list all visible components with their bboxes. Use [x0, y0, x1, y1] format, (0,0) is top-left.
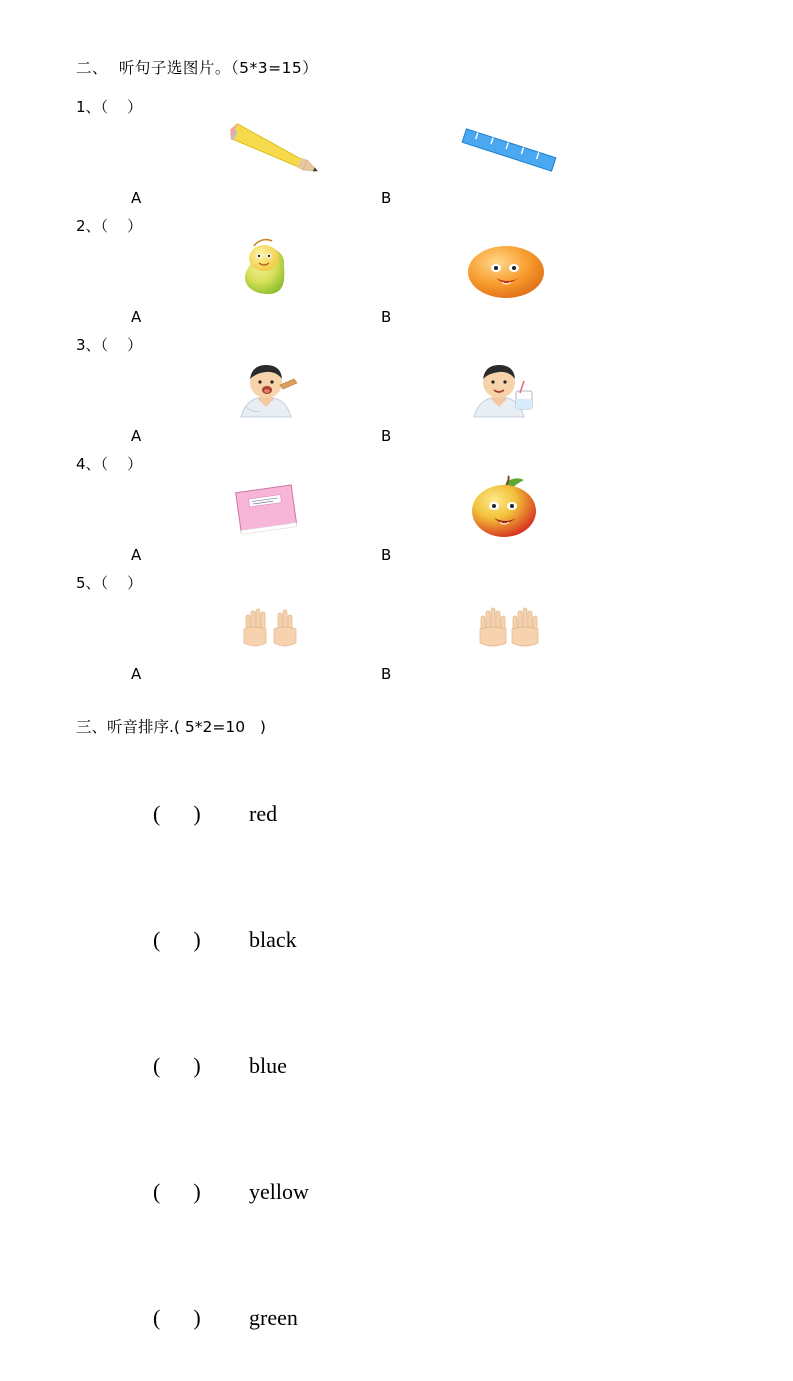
- word-label: green: [249, 1305, 298, 1330]
- answer-blank[interactable]: ( ): [153, 801, 201, 826]
- boy-eating-icon: [206, 355, 336, 421]
- option-b-label: B: [381, 308, 392, 326]
- word-label: yellow: [249, 1179, 309, 1204]
- answer-blank[interactable]: ( ): [153, 927, 201, 952]
- list-item: [120, 1255, 717, 1381]
- question-4-labels: [76, 546, 717, 570]
- word-order-list: [76, 751, 717, 1381]
- question-5-images: [76, 593, 717, 665]
- list-item: [120, 1129, 717, 1255]
- question-1-images: [76, 117, 717, 189]
- question-5-labels: [76, 665, 717, 689]
- list-item: [120, 1003, 717, 1129]
- word-label: black: [249, 927, 297, 952]
- question-4-number: 4、（ ）: [76, 455, 143, 473]
- word-label: blue: [249, 1053, 287, 1078]
- question-3-labels: [76, 427, 717, 451]
- word-label: red: [249, 801, 278, 826]
- orange-icon: [444, 236, 574, 302]
- option-a-label: A: [131, 189, 142, 207]
- option-a-label: A: [131, 308, 142, 326]
- answer-blank[interactable]: ( ): [153, 1305, 201, 1330]
- option-b-label: B: [381, 189, 392, 207]
- question-5-number: 5、（ ）: [76, 574, 143, 592]
- question-1-labels: [76, 189, 717, 213]
- option-a-label: A: [131, 546, 142, 564]
- option-a-label: A: [131, 427, 142, 445]
- question-4-images: [76, 474, 717, 546]
- list-item: [120, 751, 717, 877]
- question-1-number: 1、（ ）: [76, 98, 143, 116]
- question-item-1: [76, 96, 717, 213]
- two-hands-ten-fingers-icon: [444, 593, 574, 659]
- section-3-title: 三、听音排序.( 5*2=10 ): [76, 718, 266, 736]
- ruler-icon: [444, 117, 574, 183]
- question-3-number: 3、（ ）: [76, 336, 143, 354]
- notebook-icon: [206, 474, 336, 540]
- question-3-images: [76, 355, 717, 427]
- question-item-3: [76, 334, 717, 451]
- pencil-icon: [206, 117, 336, 183]
- question-item-4: [76, 453, 717, 570]
- question-item-2: [76, 215, 717, 332]
- section-2-title: 二、 听句子选图片。（5*3=15）: [76, 59, 319, 77]
- option-a-label: A: [131, 665, 142, 683]
- option-b-label: B: [381, 546, 392, 564]
- question-2-labels: [76, 308, 717, 332]
- boy-drinking-icon: [444, 355, 574, 421]
- two-hands-seven-fingers-icon: [206, 593, 336, 659]
- option-b-label: B: [381, 427, 392, 445]
- option-b-label: B: [381, 665, 392, 683]
- question-2-number: 2、（ ）: [76, 217, 143, 235]
- answer-blank[interactable]: ( ): [153, 1053, 201, 1078]
- question-2-images: [76, 236, 717, 308]
- list-item: [120, 877, 717, 1003]
- pear-icon: [206, 236, 336, 302]
- apple-icon: [444, 474, 574, 540]
- answer-blank[interactable]: ( ): [153, 1179, 201, 1204]
- question-item-5: [76, 572, 717, 689]
